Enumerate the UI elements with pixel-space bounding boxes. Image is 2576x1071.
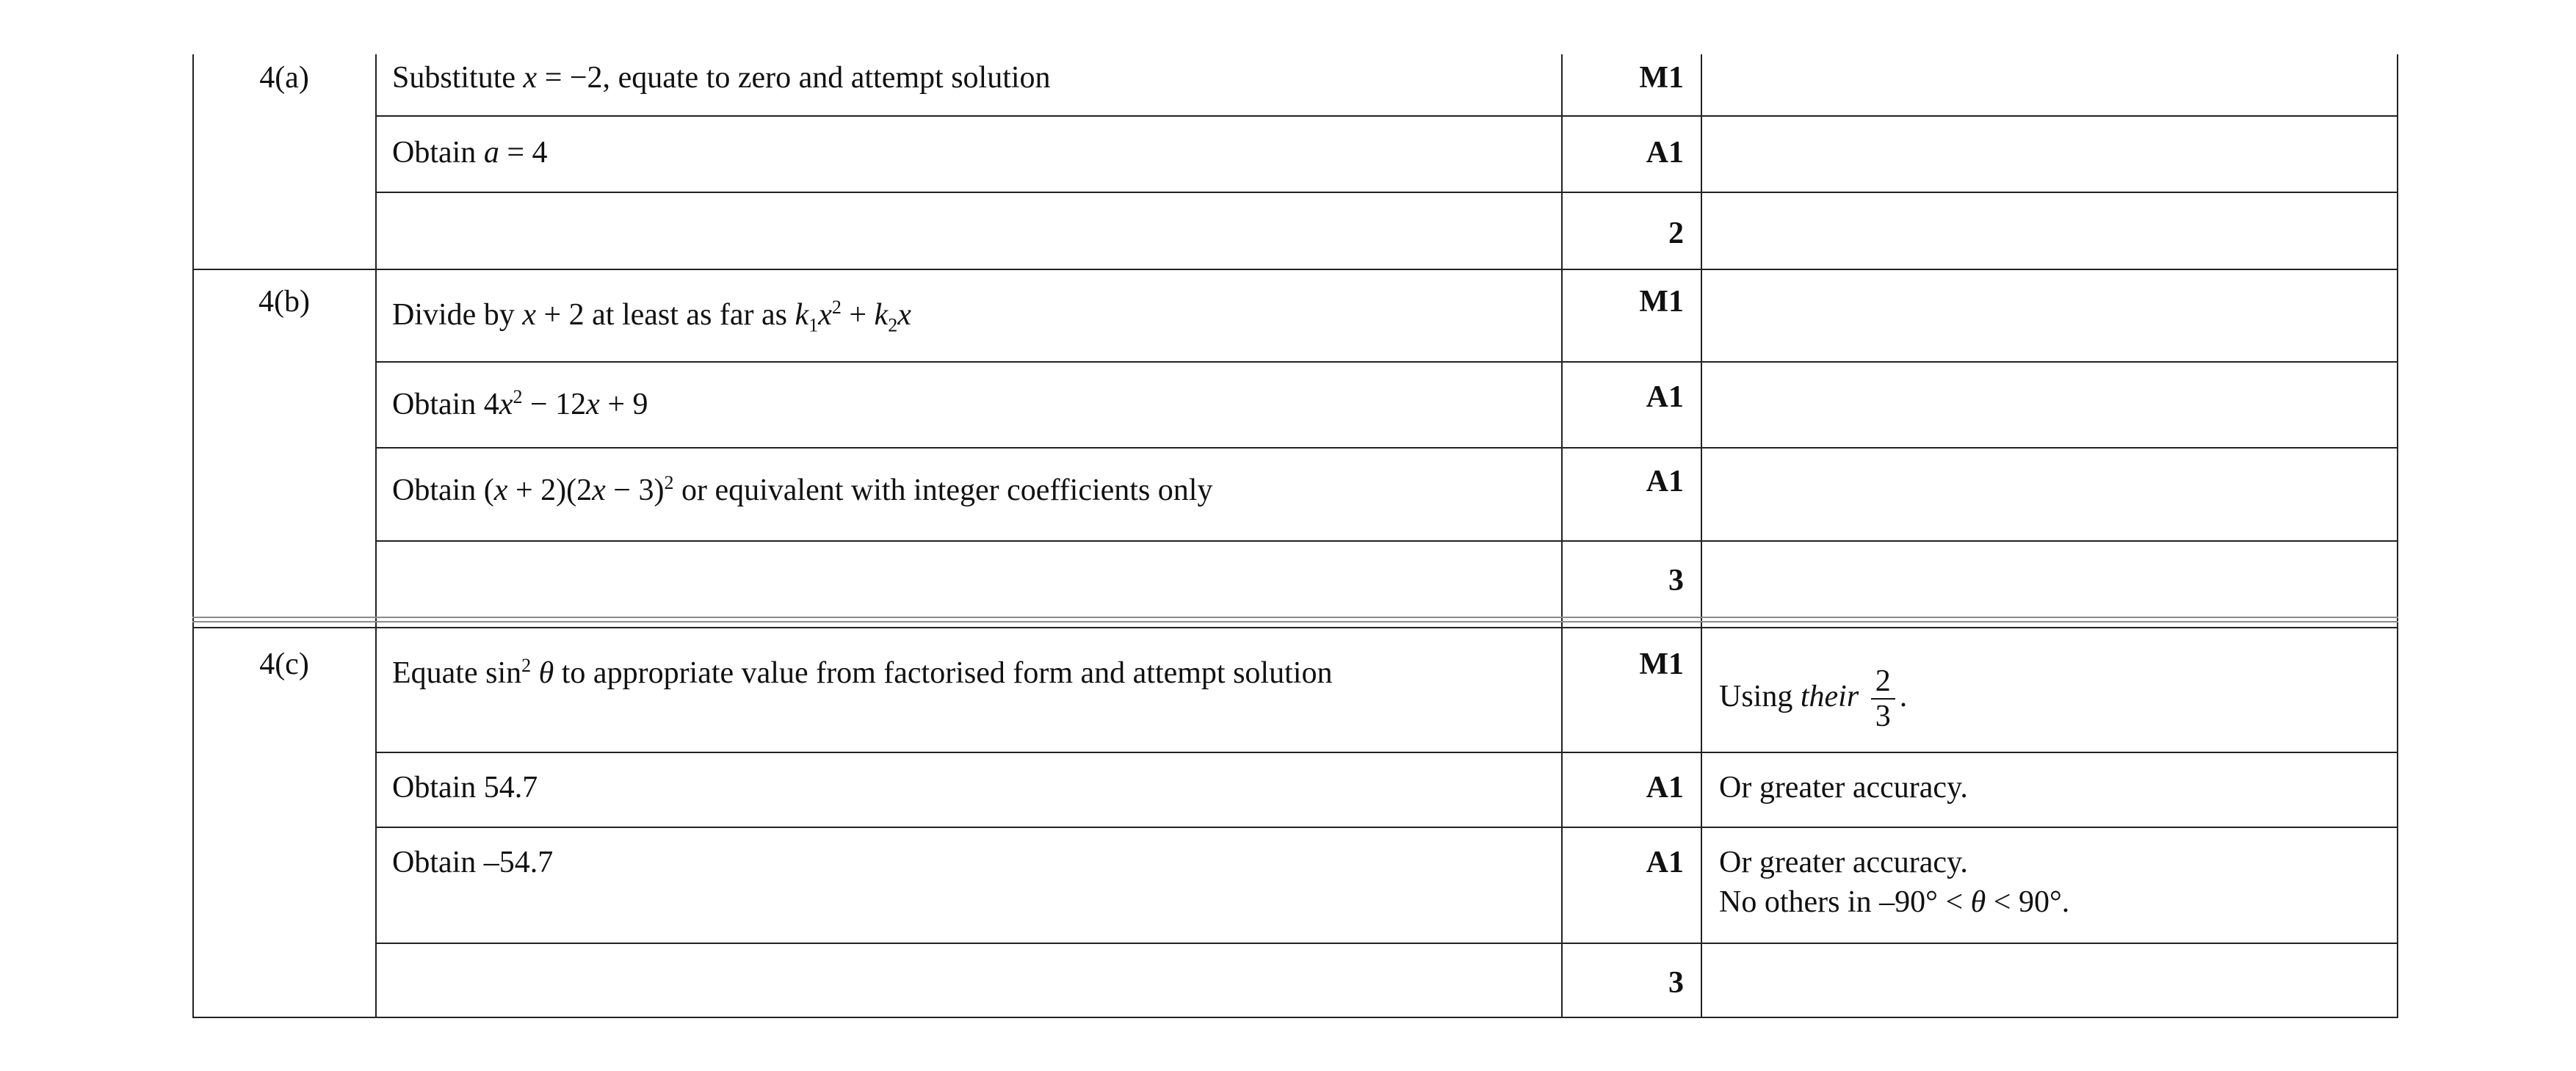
column-divider	[375, 54, 377, 1018]
answer-cell	[376, 269, 1562, 362]
answer-cell	[376, 752, 1562, 827]
mark-cell	[1562, 54, 1701, 116]
guidance-text: Or greater accuracy.	[1719, 771, 1968, 805]
row-divider	[375, 943, 2398, 944]
mark-cell	[1562, 943, 1701, 1018]
row-divider	[375, 192, 2398, 193]
mark-cell	[1562, 269, 1701, 362]
answer-cell	[376, 362, 1562, 448]
mark-cell	[1562, 628, 1701, 752]
mark-text: M1	[1639, 647, 1684, 681]
guidance-text: Or greater accuracy.	[1719, 846, 1968, 879]
mark-cell	[1562, 752, 1701, 827]
table-row	[192, 827, 2398, 943]
table-row	[192, 54, 2398, 116]
table-row	[192, 448, 2398, 541]
section-divider	[192, 617, 2398, 618]
guidance-cell	[1701, 752, 2398, 827]
row-divider	[375, 752, 2398, 753]
table-row	[192, 541, 2398, 619]
answer-cell	[376, 628, 1562, 752]
row-divider	[375, 115, 2398, 117]
table-border-bottom	[192, 1017, 2398, 1018]
table-row	[192, 269, 2398, 362]
answer-text: Obtain $4x^2 - 12x + 9$	[392, 386, 648, 421]
guidance-cell	[1701, 827, 2398, 943]
mark-cell	[1562, 827, 1701, 943]
mark-text: A1	[1646, 465, 1684, 498]
guidance-text-line2: No others in –90° < θ < 90°.	[1719, 885, 2070, 919]
row-divider	[375, 447, 2398, 449]
answer-text: Obtain 54.7	[392, 771, 538, 805]
column-divider	[1561, 54, 1563, 1018]
mark-total: 3	[1668, 564, 1684, 598]
mark-cell	[1562, 362, 1701, 448]
mark-cell	[1562, 116, 1701, 192]
row-divider	[192, 269, 2398, 270]
answer-text: Substitute x = −2, equate to zero and attempt solution	[392, 61, 1051, 95]
mark-cell	[1562, 541, 1701, 619]
mark-cell	[1562, 192, 1701, 269]
answer-cell	[376, 448, 1562, 541]
mark-cell	[1562, 448, 1701, 541]
table-row	[192, 628, 2398, 752]
mark-text: M1	[1639, 285, 1684, 319]
mark-text: A1	[1646, 136, 1684, 170]
answer-cell	[376, 827, 1562, 943]
mark-text: A1	[1646, 771, 1684, 805]
table-row	[192, 752, 2398, 827]
answer-text: Obtain –54.7	[392, 846, 554, 879]
question-label: 4(b)	[258, 285, 310, 319]
table-row	[192, 943, 2398, 1018]
answer-text: Obtain a = 4	[392, 136, 548, 170]
table-row	[192, 116, 2398, 192]
answer-text: Divide by x + 2 at least as far as $k_1x^2 + k_2x$	[392, 297, 911, 336]
guidance-cell	[1701, 628, 2398, 752]
column-divider	[1701, 54, 1702, 1018]
question-label: 4(c)	[259, 647, 309, 681]
row-divider	[375, 540, 2398, 542]
table-border-left	[192, 54, 194, 1018]
mark-total: 2	[1668, 217, 1684, 250]
answer-cell	[376, 116, 1562, 192]
question-label: 4(a)	[259, 61, 309, 95]
table-row	[192, 192, 2398, 269]
answer-text: Equate $\sin^2 \theta$ to appropriate value from factorised form and attempt solution	[392, 655, 1333, 690]
table-border-right	[2397, 54, 2398, 1018]
fraction-two-thirds: $\frac{2}{3}$	[1871, 664, 1895, 733]
mark-text: M1	[1639, 61, 1684, 95]
mark-text: A1	[1646, 380, 1684, 414]
mark-text: A1	[1646, 846, 1684, 879]
row-divider	[192, 627, 2398, 628]
row-divider	[375, 827, 2398, 828]
mark-scheme-table	[192, 54, 2398, 1018]
mark-total: 3	[1668, 966, 1684, 1000]
section-divider	[192, 621, 2398, 622]
answer-cell	[376, 54, 1562, 116]
row-divider	[375, 361, 2398, 363]
table-row	[192, 362, 2398, 448]
answer-text: Obtain $(x + 2)(2x - 3)^2$ or equivalent with integer coefficients only	[392, 472, 1213, 507]
guidance-text: Using their $\frac{2}{3}$ .	[1719, 664, 1908, 734]
